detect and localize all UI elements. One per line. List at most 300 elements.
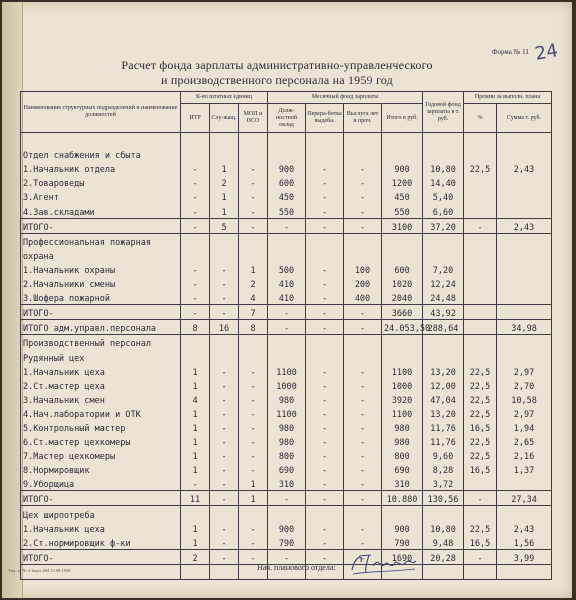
header-salary: Долж-ностной оклад <box>268 104 306 133</box>
cell-annual: 13,20 <box>423 406 464 420</box>
cell-salary: 410 <box>268 276 306 290</box>
cell-name: ИТОГО- <box>21 218 181 233</box>
cell-mop: - <box>239 549 268 564</box>
cell-pct <box>464 564 497 579</box>
cell-total: 900 <box>382 521 423 535</box>
cell-mop <box>239 133 268 148</box>
cell-seniority: - <box>344 189 382 203</box>
cell-mop: - <box>239 175 268 189</box>
cell-overtime: - <box>306 203 344 218</box>
table-row <box>21 175 552 189</box>
cell-seniority: - <box>344 161 382 175</box>
cell-seniority: - <box>344 203 382 218</box>
planning-head-label: Нач. планового отдела: <box>257 563 336 572</box>
table-row <box>21 420 552 434</box>
total-row <box>21 491 552 506</box>
cell-mop: - <box>239 189 268 203</box>
cell-seniority: - <box>344 320 382 335</box>
cell-annual <box>423 248 464 262</box>
cell-employees: - <box>210 305 239 320</box>
cell-salary: 1100 <box>268 406 306 420</box>
cell-annual: 288,64 <box>423 320 464 335</box>
cell-mop: - <box>239 448 268 462</box>
cell-name: 5.Контрольный мастер <box>21 420 181 434</box>
cell-total: 1100 <box>382 364 423 378</box>
cell-salary: 690 <box>268 462 306 476</box>
cell-annual <box>423 506 464 521</box>
cell-salary: 600 <box>268 175 306 189</box>
header-bonus-group: Премии за выполн. плана <box>464 92 552 104</box>
cell-total: 1020 <box>382 276 423 290</box>
cell-employees: 5 <box>210 218 239 233</box>
cell-total: 2040 <box>382 290 423 305</box>
cell-seniority <box>344 506 382 521</box>
cell-employees: - <box>210 535 239 550</box>
cell-name: охрана <box>21 248 181 262</box>
cell-annual <box>423 564 464 579</box>
cell-annual <box>423 335 464 350</box>
cell-mop: - <box>239 364 268 378</box>
header-overtime: Перера-ботка выдеба. <box>306 104 344 133</box>
cell-name: ИТОГО- <box>21 549 181 564</box>
cell-overtime: - <box>306 175 344 189</box>
title-year-handwritten: 9 <box>366 73 373 87</box>
handwritten-page-number: 24 <box>533 40 560 65</box>
cell-seniority: - <box>344 378 382 392</box>
cell-annual: 12,00 <box>423 378 464 392</box>
cell-overtime: - <box>306 491 344 506</box>
cell-total: 3660 <box>382 305 423 320</box>
table-row <box>21 290 552 305</box>
cell-seniority: - <box>344 448 382 462</box>
section-row <box>21 233 552 248</box>
cell-itr: 1 <box>181 535 210 550</box>
cell-employees: - <box>210 276 239 290</box>
cell-employees <box>210 233 239 248</box>
cell-pct <box>464 189 497 203</box>
cell-itr: 1 <box>181 434 210 448</box>
cell-pct <box>464 320 497 335</box>
cell-mop <box>239 506 268 521</box>
header-employees: Слу-жащ. <box>210 104 239 133</box>
cell-itr <box>181 564 210 579</box>
cell-annual: 43,92 <box>423 305 464 320</box>
document-title <box>102 58 452 88</box>
cell-itr <box>181 233 210 248</box>
cell-total: 450 <box>382 189 423 203</box>
cell-employees: - <box>210 290 239 305</box>
cell-name: 2.Товароведы <box>21 175 181 189</box>
section-row <box>21 349 552 363</box>
cell-pct <box>464 506 497 521</box>
cell-employees: - <box>210 262 239 276</box>
cell-name: 2.Начальники смены <box>21 276 181 290</box>
cell-sum <box>497 133 552 148</box>
cell-employees: - <box>210 521 239 535</box>
cell-total <box>382 506 423 521</box>
cell-salary: 450 <box>268 189 306 203</box>
cell-itr: 1 <box>181 378 210 392</box>
cell-employees: 16 <box>210 320 239 335</box>
cell-mop: - <box>239 434 268 448</box>
cell-salary: 980 <box>268 392 306 406</box>
cell-itr: 1 <box>181 364 210 378</box>
cell-overtime: - <box>306 406 344 420</box>
cell-employees: 1 <box>210 189 239 203</box>
cell-sum: 2,97 <box>497 406 552 420</box>
cell-itr: 1 <box>181 406 210 420</box>
cell-employees <box>210 335 239 350</box>
cell-sum <box>497 262 552 276</box>
cell-itr: 4 <box>181 392 210 406</box>
cell-mop: 2 <box>239 276 268 290</box>
cell-total <box>382 349 423 363</box>
cell-name <box>21 133 181 148</box>
cell-salary <box>268 506 306 521</box>
cell-itr <box>181 248 210 262</box>
cell-employees <box>210 349 239 363</box>
cell-seniority <box>344 133 382 148</box>
table-body <box>21 133 552 580</box>
cell-total <box>382 147 423 161</box>
cell-name: 9.Уборщица <box>21 476 181 491</box>
cell-sum: 2,65 <box>497 434 552 448</box>
cell-mop <box>239 233 268 248</box>
cell-annual <box>423 233 464 248</box>
cell-sum: 1,37 <box>497 462 552 476</box>
cell-seniority <box>344 147 382 161</box>
cell-overtime <box>306 335 344 350</box>
cell-employees: - <box>210 420 239 434</box>
cell-overtime: - <box>306 434 344 448</box>
cell-pct <box>464 233 497 248</box>
cell-itr <box>181 335 210 350</box>
cell-sum <box>497 476 552 491</box>
cell-total <box>382 133 423 148</box>
cell-name: 4.Нач.лаборатории и ОТК <box>21 406 181 420</box>
cell-name: 2.Ст.нормировщик ф-ки <box>21 535 181 550</box>
cell-pct: 22,5 <box>464 378 497 392</box>
cell-itr: 1 <box>181 462 210 476</box>
cell-pct <box>464 203 497 218</box>
table-row <box>21 448 552 462</box>
cell-overtime: - <box>306 218 344 233</box>
table-row <box>21 189 552 203</box>
cell-sum <box>497 349 552 363</box>
cell-salary: - <box>268 491 306 506</box>
table-row <box>21 521 552 535</box>
cell-name: 8.Нормировщик <box>21 462 181 476</box>
table-row <box>21 276 552 290</box>
cell-mop: - <box>239 218 268 233</box>
cell-total: 550 <box>382 203 423 218</box>
cell-sum <box>497 248 552 262</box>
cell-name: ИТОГО адм.управл.персонала <box>21 320 181 335</box>
cell-seniority: - <box>344 535 382 550</box>
cell-mop <box>239 335 268 350</box>
cell-sum <box>497 203 552 218</box>
cell-sum <box>497 506 552 521</box>
cell-mop: 7 <box>239 305 268 320</box>
cell-total: 800 <box>382 448 423 462</box>
cell-itr: 2 <box>181 549 210 564</box>
cell-overtime: - <box>306 378 344 392</box>
cell-total: 1690 <box>382 549 423 564</box>
cell-name: 3.Агент <box>21 189 181 203</box>
cell-salary <box>268 133 306 148</box>
cell-name: Отдел снабжения и сбыта <box>21 147 181 161</box>
cell-seniority: 200 <box>344 276 382 290</box>
cell-overtime <box>306 233 344 248</box>
cell-salary <box>268 233 306 248</box>
payroll-table <box>20 91 552 580</box>
cell-seniority: - <box>344 305 382 320</box>
cell-overtime <box>306 133 344 148</box>
cell-sum: 2,43 <box>497 161 552 175</box>
cell-annual: 13,20 <box>423 364 464 378</box>
cell-pct: - <box>464 218 497 233</box>
cell-mop <box>239 248 268 262</box>
cell-seniority: - <box>344 521 382 535</box>
cell-annual: 47,04 <box>423 392 464 406</box>
cell-salary: - <box>268 218 306 233</box>
cell-sum <box>497 175 552 189</box>
cell-mop: 1 <box>239 476 268 491</box>
cell-total <box>382 335 423 350</box>
cell-overtime: - <box>306 521 344 535</box>
cell-employees: 2 <box>210 175 239 189</box>
cell-pct: 22,5 <box>464 392 497 406</box>
cell-sum: 2,16 <box>497 448 552 462</box>
cell-seniority: - <box>344 476 382 491</box>
cell-annual: 3,72 <box>423 476 464 491</box>
cell-annual <box>423 349 464 363</box>
cell-total: 1100 <box>382 406 423 420</box>
total-row <box>21 320 552 335</box>
cell-employees: - <box>210 476 239 491</box>
cell-annual: 10,80 <box>423 161 464 175</box>
cell-overtime: - <box>306 476 344 491</box>
cell-overtime <box>306 248 344 262</box>
section-row <box>21 335 552 350</box>
cell-pct: 16,5 <box>464 535 497 550</box>
header-seniority: Выслуга лет и проч. <box>344 104 382 133</box>
cell-seniority: - <box>344 392 382 406</box>
cell-total: 790 <box>382 535 423 550</box>
cell-mop: - <box>239 406 268 420</box>
cell-annual: 20,28 <box>423 549 464 564</box>
cell-sum <box>497 147 552 161</box>
table-row <box>21 378 552 392</box>
cell-sum: 1,56 <box>497 535 552 550</box>
cell-pct <box>464 349 497 363</box>
cell-salary: 900 <box>268 521 306 535</box>
cell-name: 1.Начальник отдела <box>21 161 181 175</box>
section-row <box>21 506 552 521</box>
cell-itr: - <box>181 290 210 305</box>
cell-name: 4.Зав.складами <box>21 203 181 218</box>
cell-pct <box>464 305 497 320</box>
cell-itr: - <box>181 218 210 233</box>
cell-mop: - <box>239 420 268 434</box>
cell-sum: 2,70 <box>497 378 552 392</box>
section-row <box>21 248 552 262</box>
cell-pct: 22,5 <box>464 434 497 448</box>
cell-sum <box>497 290 552 305</box>
cell-itr <box>181 506 210 521</box>
header-name: Наименование структурных подразделений и наименование должностей <box>21 92 181 133</box>
cell-seniority <box>344 349 382 363</box>
cell-name: Цех ширпотреба <box>21 506 181 521</box>
cell-salary: 980 <box>268 420 306 434</box>
cell-itr: 11 <box>181 491 210 506</box>
cell-employees: 1 <box>210 161 239 175</box>
document-page <box>2 2 572 598</box>
cell-sum <box>497 335 552 350</box>
cell-pct: 16,5 <box>464 462 497 476</box>
cell-itr: - <box>181 262 210 276</box>
table-header <box>21 92 552 133</box>
header-sum: Сумма т. руб. <box>497 104 552 133</box>
cell-salary <box>268 335 306 350</box>
cell-salary: - <box>268 305 306 320</box>
cell-total: 3920 <box>382 392 423 406</box>
cell-sum: 2,97 <box>497 364 552 378</box>
cell-annual: 14,40 <box>423 175 464 189</box>
header-mop: МОП и ПСО <box>239 104 268 133</box>
cell-employees: - <box>210 406 239 420</box>
cell-seniority: - <box>344 549 382 564</box>
cell-overtime: - <box>306 448 344 462</box>
cell-pct: 22,5 <box>464 406 497 420</box>
cell-annual: 11,76 <box>423 420 464 434</box>
cell-overtime <box>306 349 344 363</box>
cell-employees <box>210 248 239 262</box>
cell-annual: 9,60 <box>423 448 464 462</box>
cell-name: 3.Начальник смен <box>21 392 181 406</box>
cell-seniority: - <box>344 434 382 448</box>
cell-mop: - <box>239 535 268 550</box>
cell-itr <box>181 349 210 363</box>
cell-name: Рудянный цех <box>21 349 181 363</box>
cell-annual: 37,20 <box>423 218 464 233</box>
cell-salary: 310 <box>268 476 306 491</box>
cell-mop <box>239 147 268 161</box>
cell-seniority <box>344 233 382 248</box>
cell-pct: 22,5 <box>464 521 497 535</box>
cell-overtime: - <box>306 549 344 564</box>
cell-employees: - <box>210 491 239 506</box>
cell-mop: - <box>239 203 268 218</box>
cell-seniority: - <box>344 420 382 434</box>
cell-mop: - <box>239 521 268 535</box>
cell-overtime <box>306 147 344 161</box>
cell-name: 7.Мастер цехкомеры <box>21 448 181 462</box>
cell-pct: 22,5 <box>464 161 497 175</box>
cell-employees: - <box>210 392 239 406</box>
cell-seniority: 100 <box>344 262 382 276</box>
cell-seniority: 400 <box>344 290 382 305</box>
cell-overtime: - <box>306 392 344 406</box>
table-row <box>21 462 552 476</box>
cell-name: Производственный персонал <box>21 335 181 350</box>
cell-mop: - <box>239 462 268 476</box>
cell-overtime: - <box>306 161 344 175</box>
cell-salary: 500 <box>268 262 306 276</box>
cell-pct <box>464 276 497 290</box>
cell-overtime: - <box>306 535 344 550</box>
header-annual: Годовой фонд зарплаты в т. руб. <box>423 92 464 133</box>
header-staff-group: К-во штатных единиц <box>181 92 268 104</box>
cell-overtime: - <box>306 262 344 276</box>
cell-itr: - <box>181 175 210 189</box>
cell-itr: 8 <box>181 320 210 335</box>
cell-annual <box>423 133 464 148</box>
cell-salary <box>268 349 306 363</box>
cell-itr <box>181 133 210 148</box>
table-row <box>21 434 552 448</box>
cell-annual: 9,48 <box>423 535 464 550</box>
cell-total <box>382 248 423 262</box>
cell-employees <box>210 564 239 579</box>
cell-itr: 1 <box>181 448 210 462</box>
cell-employees: 1 <box>210 203 239 218</box>
cell-pct <box>464 262 497 276</box>
cell-overtime <box>306 506 344 521</box>
header-fund-group: Месячный фонд зарплаты <box>268 92 423 104</box>
header-pct: % <box>464 104 497 133</box>
cell-overtime: - <box>306 290 344 305</box>
title-line-1: Расчет фонда зарплаты административно-управленческого <box>121 58 433 72</box>
cell-name: ИТОГО- <box>21 491 181 506</box>
cell-itr: - <box>181 476 210 491</box>
cell-name: 1.Начальник цеха <box>21 364 181 378</box>
cell-annual: 12,24 <box>423 276 464 290</box>
cell-sum <box>497 276 552 290</box>
cell-salary: 980 <box>268 434 306 448</box>
cell-pct: 16,5 <box>464 420 497 434</box>
cell-salary: 800 <box>268 448 306 462</box>
cell-total: 980 <box>382 420 423 434</box>
cell-sum <box>497 189 552 203</box>
cell-mop: 1 <box>239 262 268 276</box>
cell-annual: 8,28 <box>423 462 464 476</box>
title-line-2-text: и производственного персонала на 195 <box>161 73 367 87</box>
table-row <box>21 161 552 175</box>
cell-mop <box>239 349 268 363</box>
cell-annual: 5,40 <box>423 189 464 203</box>
cell-salary: 410 <box>268 290 306 305</box>
cell-pct <box>464 290 497 305</box>
cell-itr: - <box>181 189 210 203</box>
cell-total <box>382 233 423 248</box>
cell-overtime: - <box>306 276 344 290</box>
header-itr: ИТР <box>181 104 210 133</box>
cell-overtime: - <box>306 189 344 203</box>
cell-employees: - <box>210 378 239 392</box>
cell-annual: 130,56 <box>423 491 464 506</box>
cell-annual: 11,76 <box>423 434 464 448</box>
cell-total: 24.053,50 <box>382 320 423 335</box>
cell-mop: - <box>239 378 268 392</box>
cell-pct: - <box>464 549 497 564</box>
cell-employees <box>210 147 239 161</box>
cell-mop: - <box>239 392 268 406</box>
cell-overtime: - <box>306 305 344 320</box>
cell-mop: 1 <box>239 491 268 506</box>
cell-itr: - <box>181 161 210 175</box>
cell-sum: 3,99 <box>497 549 552 564</box>
